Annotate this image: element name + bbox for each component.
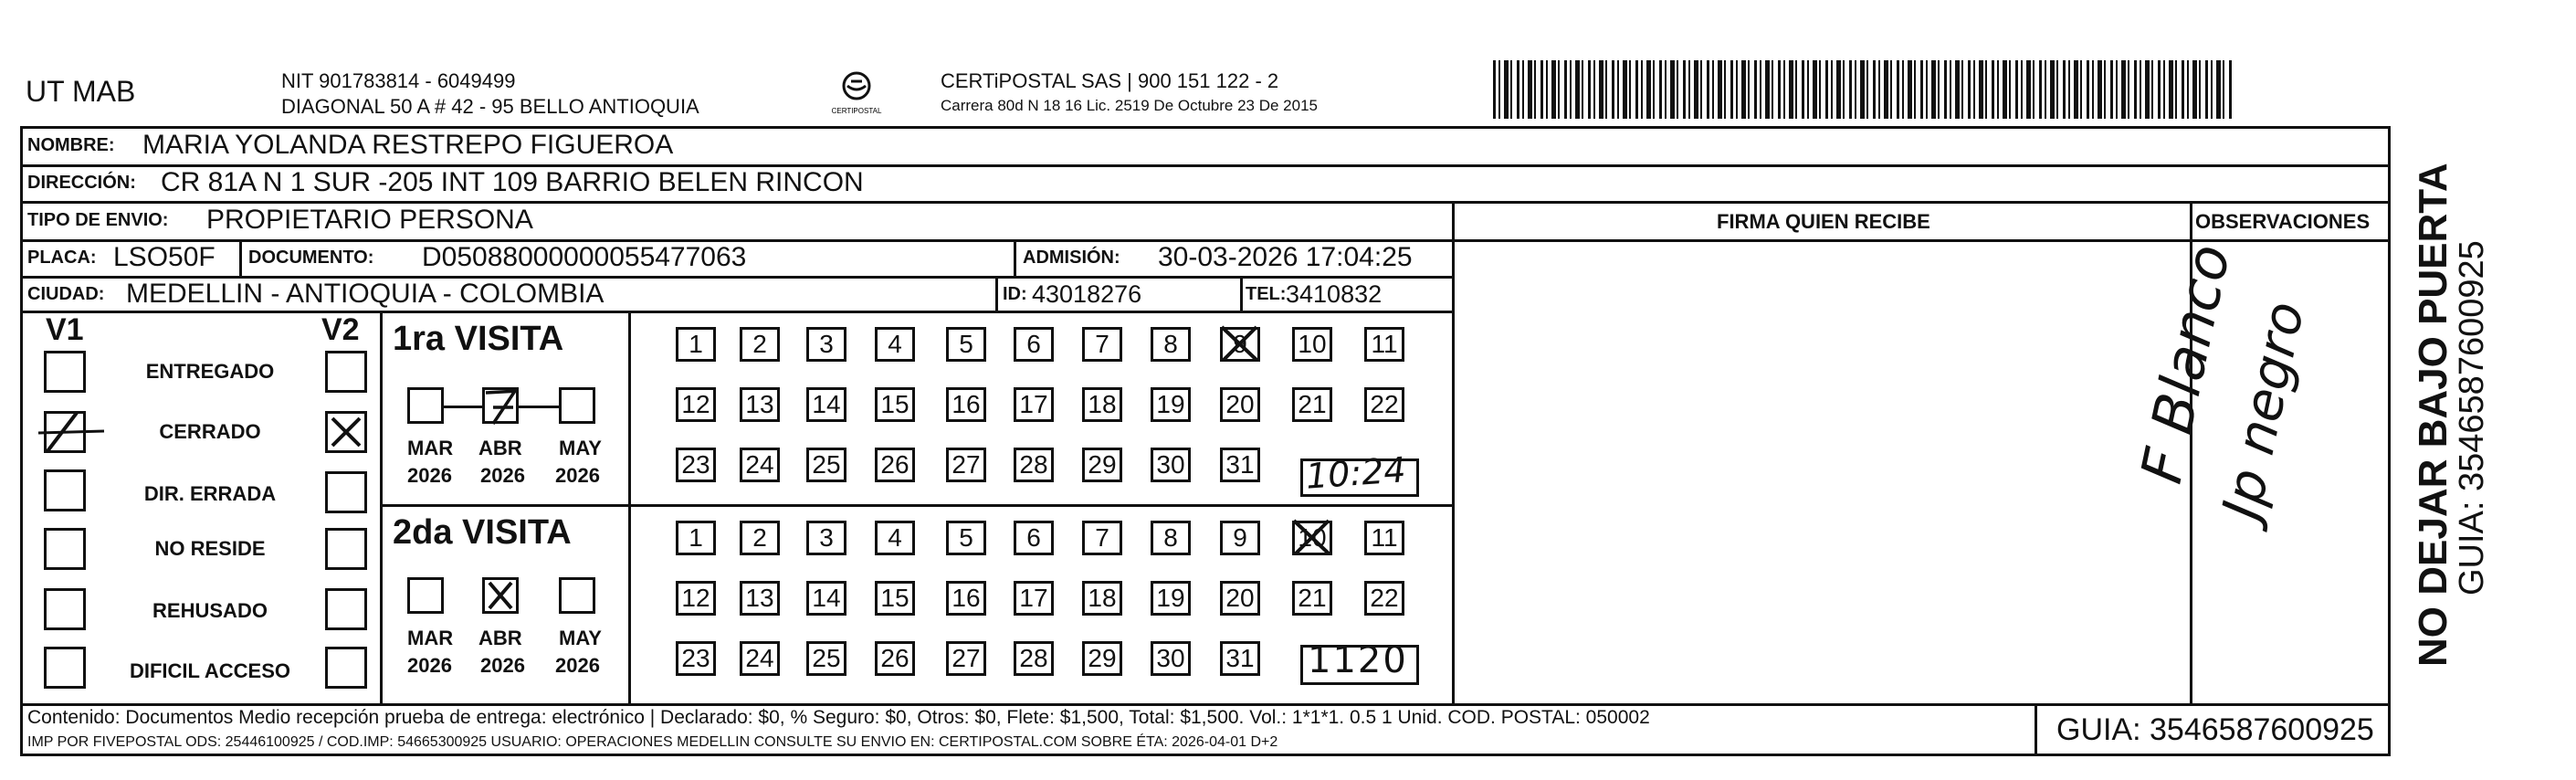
tel-label: TEL: bbox=[1246, 284, 1287, 304]
visit1-abr-mark bbox=[478, 382, 524, 427]
visit1-day-28[interactable]: 28 bbox=[1014, 448, 1054, 482]
visit2-day-27[interactable]: 27 bbox=[946, 641, 986, 676]
side-guia: GUIA: 3546587600925 bbox=[2453, 240, 2491, 596]
visit2-abr-mark bbox=[482, 577, 519, 614]
v2-cerrado-mark bbox=[325, 411, 367, 453]
v2-label: V2 bbox=[321, 312, 360, 347]
direccion-label: DIRECCIÓN: bbox=[27, 173, 136, 193]
visit1-year-may: 2026 bbox=[555, 464, 600, 487]
company-short: UT MAB bbox=[26, 75, 136, 108]
id-label: ID: bbox=[1003, 284, 1027, 304]
visit1-day-12[interactable]: 12 bbox=[676, 387, 716, 422]
placa-value: LSO50F bbox=[113, 242, 216, 272]
ciudad-label: CIUDAD: bbox=[27, 284, 105, 304]
visit2-day-22[interactable]: 22 bbox=[1364, 581, 1404, 616]
v2-dir-errada-checkbox[interactable] bbox=[325, 471, 367, 513]
visit2-month-mar-checkbox[interactable] bbox=[407, 577, 444, 614]
visit1-day-15[interactable]: 15 bbox=[875, 387, 915, 422]
placa-label: PLACA: bbox=[27, 248, 97, 268]
visit2-day-30[interactable]: 30 bbox=[1151, 641, 1191, 676]
visit2-day-8[interactable]: 8 bbox=[1151, 521, 1191, 555]
visit1-day-3[interactable]: 3 bbox=[806, 327, 846, 362]
visit2-day-28[interactable]: 28 bbox=[1014, 641, 1054, 676]
visit2-month-abr: ABR bbox=[478, 627, 522, 649]
visit1-day-20[interactable]: 20 bbox=[1220, 387, 1260, 422]
v2-dificil-acceso-checkbox[interactable] bbox=[325, 647, 367, 689]
visit2-day-mark bbox=[1288, 517, 1334, 557]
visit2-month-may-checkbox[interactable] bbox=[559, 577, 595, 614]
visit2-day-17[interactable]: 17 bbox=[1014, 581, 1054, 616]
visit2-day-1[interactable]: 1 bbox=[676, 521, 716, 555]
visit2-day-6[interactable]: 6 bbox=[1014, 521, 1054, 555]
nombre-label: NOMBRE: bbox=[27, 135, 115, 155]
visit2-day-15[interactable]: 15 bbox=[875, 581, 915, 616]
visit2-day-9[interactable]: 9 bbox=[1220, 521, 1260, 555]
observation-line-1: F Blanco bbox=[2128, 238, 2244, 490]
visit2-time: 1120 bbox=[1308, 639, 1408, 681]
visit2-month-mar: MAR bbox=[407, 627, 454, 649]
visit2-year-may: 2026 bbox=[555, 654, 600, 677]
visit2-day-12[interactable]: 12 bbox=[676, 581, 716, 616]
visit2-day-13[interactable]: 13 bbox=[740, 581, 780, 616]
v1-entregado-checkbox[interactable] bbox=[44, 351, 86, 393]
visit2-day-11[interactable]: 11 bbox=[1364, 521, 1404, 555]
logo-caption: CERTIPOSTAL bbox=[831, 107, 882, 115]
logo-icon bbox=[829, 66, 884, 121]
status-dificil-acceso-label: DIFICIL ACCESO bbox=[129, 659, 290, 682]
visit2-day-19[interactable]: 19 bbox=[1151, 581, 1191, 616]
visit2-day-4[interactable]: 4 bbox=[875, 521, 915, 555]
visit1-day-2[interactable]: 2 bbox=[740, 327, 780, 362]
visit1-day-23[interactable]: 23 bbox=[676, 448, 716, 482]
v1-label: V1 bbox=[46, 312, 84, 347]
tipo-envio-value: PROPIETARIO PERSONA bbox=[206, 205, 533, 235]
nombre-value: MARIA YOLANDA RESTREPO FIGUEROA bbox=[142, 130, 674, 160]
status-no-reside-label: NO RESIDE bbox=[154, 537, 266, 560]
status-entregado-label: ENTREGADO bbox=[145, 360, 275, 383]
admision-label: ADMISIÓN: bbox=[1023, 248, 1120, 268]
visit1-day-5[interactable]: 5 bbox=[946, 327, 986, 362]
visit1-day-31[interactable]: 31 bbox=[1220, 448, 1260, 482]
visit2-year-abr: 2026 bbox=[480, 654, 525, 677]
observaciones-header: OBSERVACIONES bbox=[2195, 210, 2371, 233]
visit1-time: 10:24 bbox=[1304, 449, 1407, 497]
v2-entregado-checkbox[interactable] bbox=[325, 351, 367, 393]
visit2-day-21[interactable]: 21 bbox=[1292, 581, 1332, 616]
visit1-month-mar-checkbox[interactable] bbox=[407, 387, 444, 424]
visit1-day-4[interactable]: 4 bbox=[875, 327, 915, 362]
visit2-day-29[interactable]: 29 bbox=[1082, 641, 1122, 676]
visit2-day-31[interactable]: 31 bbox=[1220, 641, 1260, 676]
visit2-month-may: MAY bbox=[559, 627, 602, 649]
firma-header: FIRMA QUIEN RECIBE bbox=[1717, 210, 1930, 233]
visit2-day-20[interactable]: 20 bbox=[1220, 581, 1260, 616]
documento-value: D05088000000055477063 bbox=[422, 242, 747, 272]
visit1-day-9[interactable]: 9 bbox=[1220, 327, 1260, 362]
visit1-month-abr: ABR bbox=[478, 437, 522, 459]
certipostal-logo bbox=[829, 66, 884, 121]
direccion-value: CR 81A N 1 SUR -205 INT 109 BARRIO BELEN RINCON bbox=[161, 167, 864, 197]
visit1-day-29[interactable]: 29 bbox=[1082, 448, 1122, 482]
v2-no-reside-checkbox[interactable] bbox=[325, 528, 367, 570]
visit1-day-13[interactable]: 13 bbox=[740, 387, 780, 422]
admision-value: 30-03-2026 17:04:25 bbox=[1158, 242, 1413, 272]
visit1-day-25[interactable]: 25 bbox=[806, 448, 846, 482]
visit2-day-18[interactable]: 18 bbox=[1082, 581, 1122, 616]
v1-cerrado-mark bbox=[37, 406, 110, 460]
visit1-title: 1ra VISITA bbox=[393, 320, 564, 358]
visit2-day-16[interactable]: 16 bbox=[946, 581, 986, 616]
company-address: DIAGONAL 50 A # 42 - 95 BELLO ANTIOQUIA bbox=[281, 95, 699, 118]
status-dir-errada-label: DIR. ERRADA bbox=[143, 482, 277, 505]
visit1-day-11[interactable]: 11 bbox=[1364, 327, 1404, 362]
visit1-day-24[interactable]: 24 bbox=[740, 448, 780, 482]
barcode bbox=[1493, 60, 2233, 119]
side-warning: NO DEJAR BAJO PUERTA bbox=[2411, 163, 2455, 667]
footer-imp: IMP POR FIVEPOSTAL ODS: 25446100925 / COD.IMP: 54665300925 USUARIO: OPERACIONES MEDELLIN CONSULTE SU ENVIO EN: CERTIPOSTAL.COM SOBRE ÉTA: 2026-04-01 D+2 bbox=[27, 734, 1278, 750]
visit1-day-10[interactable]: 10 bbox=[1292, 327, 1332, 362]
nit: NIT 901783814 - 6049499 bbox=[281, 69, 516, 92]
ciudad-value: MEDELLIN - ANTIOQUIA - COLOMBIA bbox=[126, 279, 605, 309]
visit1-month-may-checkbox[interactable] bbox=[559, 387, 595, 424]
visit2-day-26[interactable]: 26 bbox=[875, 641, 915, 676]
footer-guia: GUIA: 3546587600925 bbox=[2056, 712, 2374, 747]
visit2-day-25[interactable]: 25 bbox=[806, 641, 846, 676]
status-rehusado-label: REHUSADO bbox=[152, 599, 268, 622]
status-cerrado-label: CERRADO bbox=[159, 420, 261, 443]
visit2-day-14[interactable]: 14 bbox=[806, 581, 846, 616]
visit2-day-7[interactable]: 7 bbox=[1082, 521, 1122, 555]
visit2-day-10[interactable]: 10 bbox=[1292, 521, 1332, 555]
visit1-day-21[interactable]: 21 bbox=[1292, 387, 1332, 422]
visit2-day-3[interactable]: 3 bbox=[806, 521, 846, 555]
visit2-day-23[interactable]: 23 bbox=[676, 641, 716, 676]
v1-dir-errada-checkbox[interactable] bbox=[44, 469, 86, 511]
visit1-day-19[interactable]: 19 bbox=[1151, 387, 1191, 422]
v1-rehusado-checkbox[interactable] bbox=[44, 588, 86, 630]
visit1-year-mar: 2026 bbox=[407, 464, 452, 487]
visit2-day-5[interactable]: 5 bbox=[946, 521, 986, 555]
visit1-day-22[interactable]: 22 bbox=[1364, 387, 1404, 422]
footer-contenido: Contenido: Documentos Medio recepción prueba de entrega: electrónico | Declarado: $0, % Seguro: $0, Otros: $0, Flete: $1,500, Total: $1,500. Vol.: 1*1*1. 0.5 1 Unid. COD. POSTAL: 050002 bbox=[27, 707, 1650, 728]
id-value: 43018276 bbox=[1032, 280, 1142, 308]
visit1-day-6[interactable]: 6 bbox=[1014, 327, 1054, 362]
v1-no-reside-checkbox[interactable] bbox=[44, 528, 86, 570]
visit1-month-may: MAY bbox=[559, 437, 602, 459]
observation-line-2: Jp negro bbox=[2210, 296, 2317, 525]
visit1-day-16[interactable]: 16 bbox=[946, 387, 986, 422]
visit1-day-30[interactable]: 30 bbox=[1151, 448, 1191, 482]
visit2-title: 2da VISITA bbox=[393, 513, 572, 552]
visit1-day-27[interactable]: 27 bbox=[946, 448, 986, 482]
visit1-day-7[interactable]: 7 bbox=[1082, 327, 1122, 362]
tipo-envio-label: TIPO DE ENVIO: bbox=[27, 210, 169, 230]
tel-value: 3410832 bbox=[1286, 280, 1383, 308]
certipostal-info: CERTiPOSTAL SAS | 900 151 122 - 2 bbox=[941, 69, 1279, 92]
visit1-day-17[interactable]: 17 bbox=[1014, 387, 1054, 422]
documento-label: DOCUMENTO: bbox=[248, 248, 374, 268]
v2-rehusado-checkbox[interactable] bbox=[325, 588, 367, 630]
visit1-day-14[interactable]: 14 bbox=[806, 387, 846, 422]
visit1-day-mark bbox=[1216, 323, 1262, 364]
visit2-day-2[interactable]: 2 bbox=[740, 521, 780, 555]
license-info: Carrera 80d N 18 16 Lic. 2519 De Octubre 23 De 2015 bbox=[941, 97, 1318, 114]
visit1-day-8[interactable]: 8 bbox=[1151, 327, 1191, 362]
visit2-year-mar: 2026 bbox=[407, 654, 452, 677]
visit1-year-abr: 2026 bbox=[480, 464, 525, 487]
visit1-day-1[interactable]: 1 bbox=[676, 327, 716, 362]
visit2-day-24[interactable]: 24 bbox=[740, 641, 780, 676]
visit1-day-26[interactable]: 26 bbox=[875, 448, 915, 482]
visit1-month-mar: MAR bbox=[407, 437, 454, 459]
v1-dificil-acceso-checkbox[interactable] bbox=[44, 647, 86, 689]
visit1-day-18[interactable]: 18 bbox=[1082, 387, 1122, 422]
